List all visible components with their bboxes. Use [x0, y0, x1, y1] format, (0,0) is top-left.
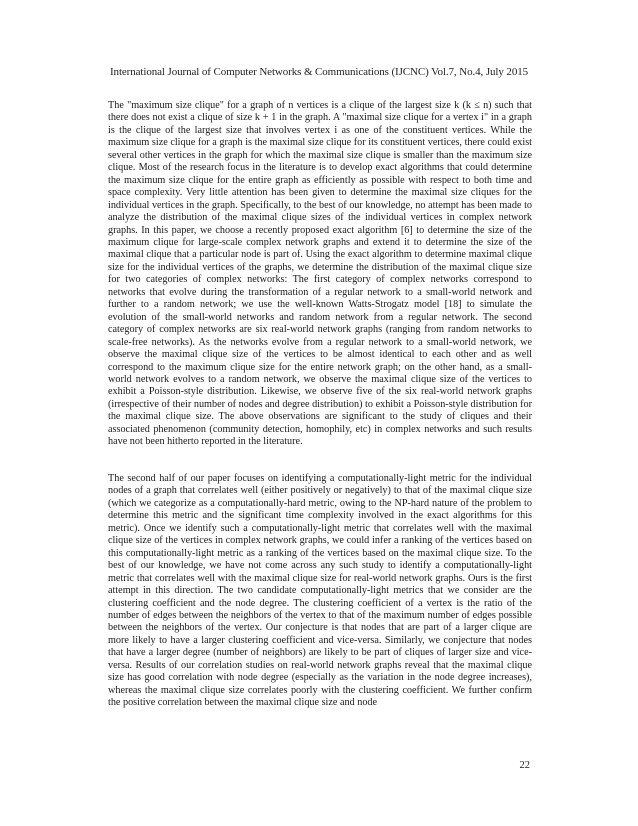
- body-paragraph-2: [108, 473, 532, 710]
- body-paragraph-1: [108, 100, 532, 449]
- journal-running-header: International Journal of Computer Networks & Communications (IJCNC) Vol.7, No.4, July 2015: [109, 66, 529, 78]
- paragraph-text: The "maximum size clique" for a graph of n vertices is a clique of the largest size k (k ≤ n) such that there does not exist a clique of size k + 1 in the graph. A "maximal size clique for a vertex i" in a graph is the clique of the largest size that involves vertex i as one of the constituent vertices. While the maximum size clique for a graph is the maximal size clique for its constituent vertices, there could exist several other vertices in the graph for which the maximal size clique is smaller than the maximum size clique. Most of the research focus in the literature is to develop exact algorithms that could determine the maximum size clique for the entire graph as efficiently as possible with respect to both time and space complexity. Very little attention has been given to determine the maximal size cliques for the individual vertices in the graph. Specifically, to the best of our knowledge, no attempt has been made to analyze the distribution of the maximal clique sizes of the individual vertices in complex network graphs. In this paper, we choose a recently proposed exact algorithm [6] to determine the size of the maximum clique for large-scale complex network graphs and extend it to determine the size of the maximal clique that a particular node is part of. Using the exact algorithm to determine maximal clique size for the individual vertices of the graphs, we determine the distribution of the maximal clique size for two categories of complex networks: The first category of complex networks correspond to networks that evolve during the transformation of a regular network to a small-world network and further to a random network; we use the well-known Watts-Strogatz model [18] to simulate the evolution of the small-world networks and random network from a regular network. The second category of complex networks are six real-world network graphs (ranging from random networks to scale-free networks). As the networks evolve from a regular network to a small-world network, we observe the maximal clique size of the vertices to be almost identical to each other and as well correspond to the maximum clique size for the entire network graph; on the other hand, as a small-world network evolves to a random network, we observe the maximal clique size of the vertices to exhibit a Poisson-style distribution. Likewise, we observe five of the six real-world network graphs (irrespective of their number of nodes and degree distribution) to exhibit a Poisson-style distribution for the maximal clique size. The above observations are significant to the study of cliques and their associated phenomenon (community detection, homophily, etc) in complex networks and such results have not been hitherto reported in the literature.: [108, 100, 532, 448]
- paragraph-text: The second half of our paper focuses on identifying a computationally-light metric for the individual nodes of a graph that correlates well (either positively or negatively) to that of the maximal clique size (which we categorize as a computationally-hard metric, owing to the NP-hard nature of the problem to determine this metric and the significant time complexity involved in the exact algorithms for this metric). Once we identify such a computationally-light metric that correlates well with the maximal clique size of the vertices in complex network graphs, we could infer a ranking of the vertices based on this computationally-light metric as a ranking of the vertices based on the maximal clique size. To the best of our knowledge, we have not come across any such study to identify a computationally-light metric that correlates well with the maximal clique size for real-world network graphs. Ours is the first attempt in this direction. The two candidate computationally-light metrics that we consider are the clustering coefficient and the node degree. The clustering coefficient of a vertex is the ratio of the number of edges between the neighbors of the vertex to that of the maximum number of edges possible between the neighbors of the vertex. Our conjecture is that nodes that are part of a larger clique are more likely to have a larger clustering coefficient and vice-versa. Similarly, we conjecture that nodes that have a larger degree (number of neighbors) are likely to be part of cliques of larger size and vice-versa. Results of our correlation studies on real-world network graphs reveal that the maximal clique size has good correlation with node degree (especially as the variation in the node degree increases), whereas the maximal clique size correlates poorly with the clustering coefficient. We further confirm the positive correlation between the maximal clique size and node: [108, 473, 532, 709]
- page-number: 22: [519, 760, 530, 771]
